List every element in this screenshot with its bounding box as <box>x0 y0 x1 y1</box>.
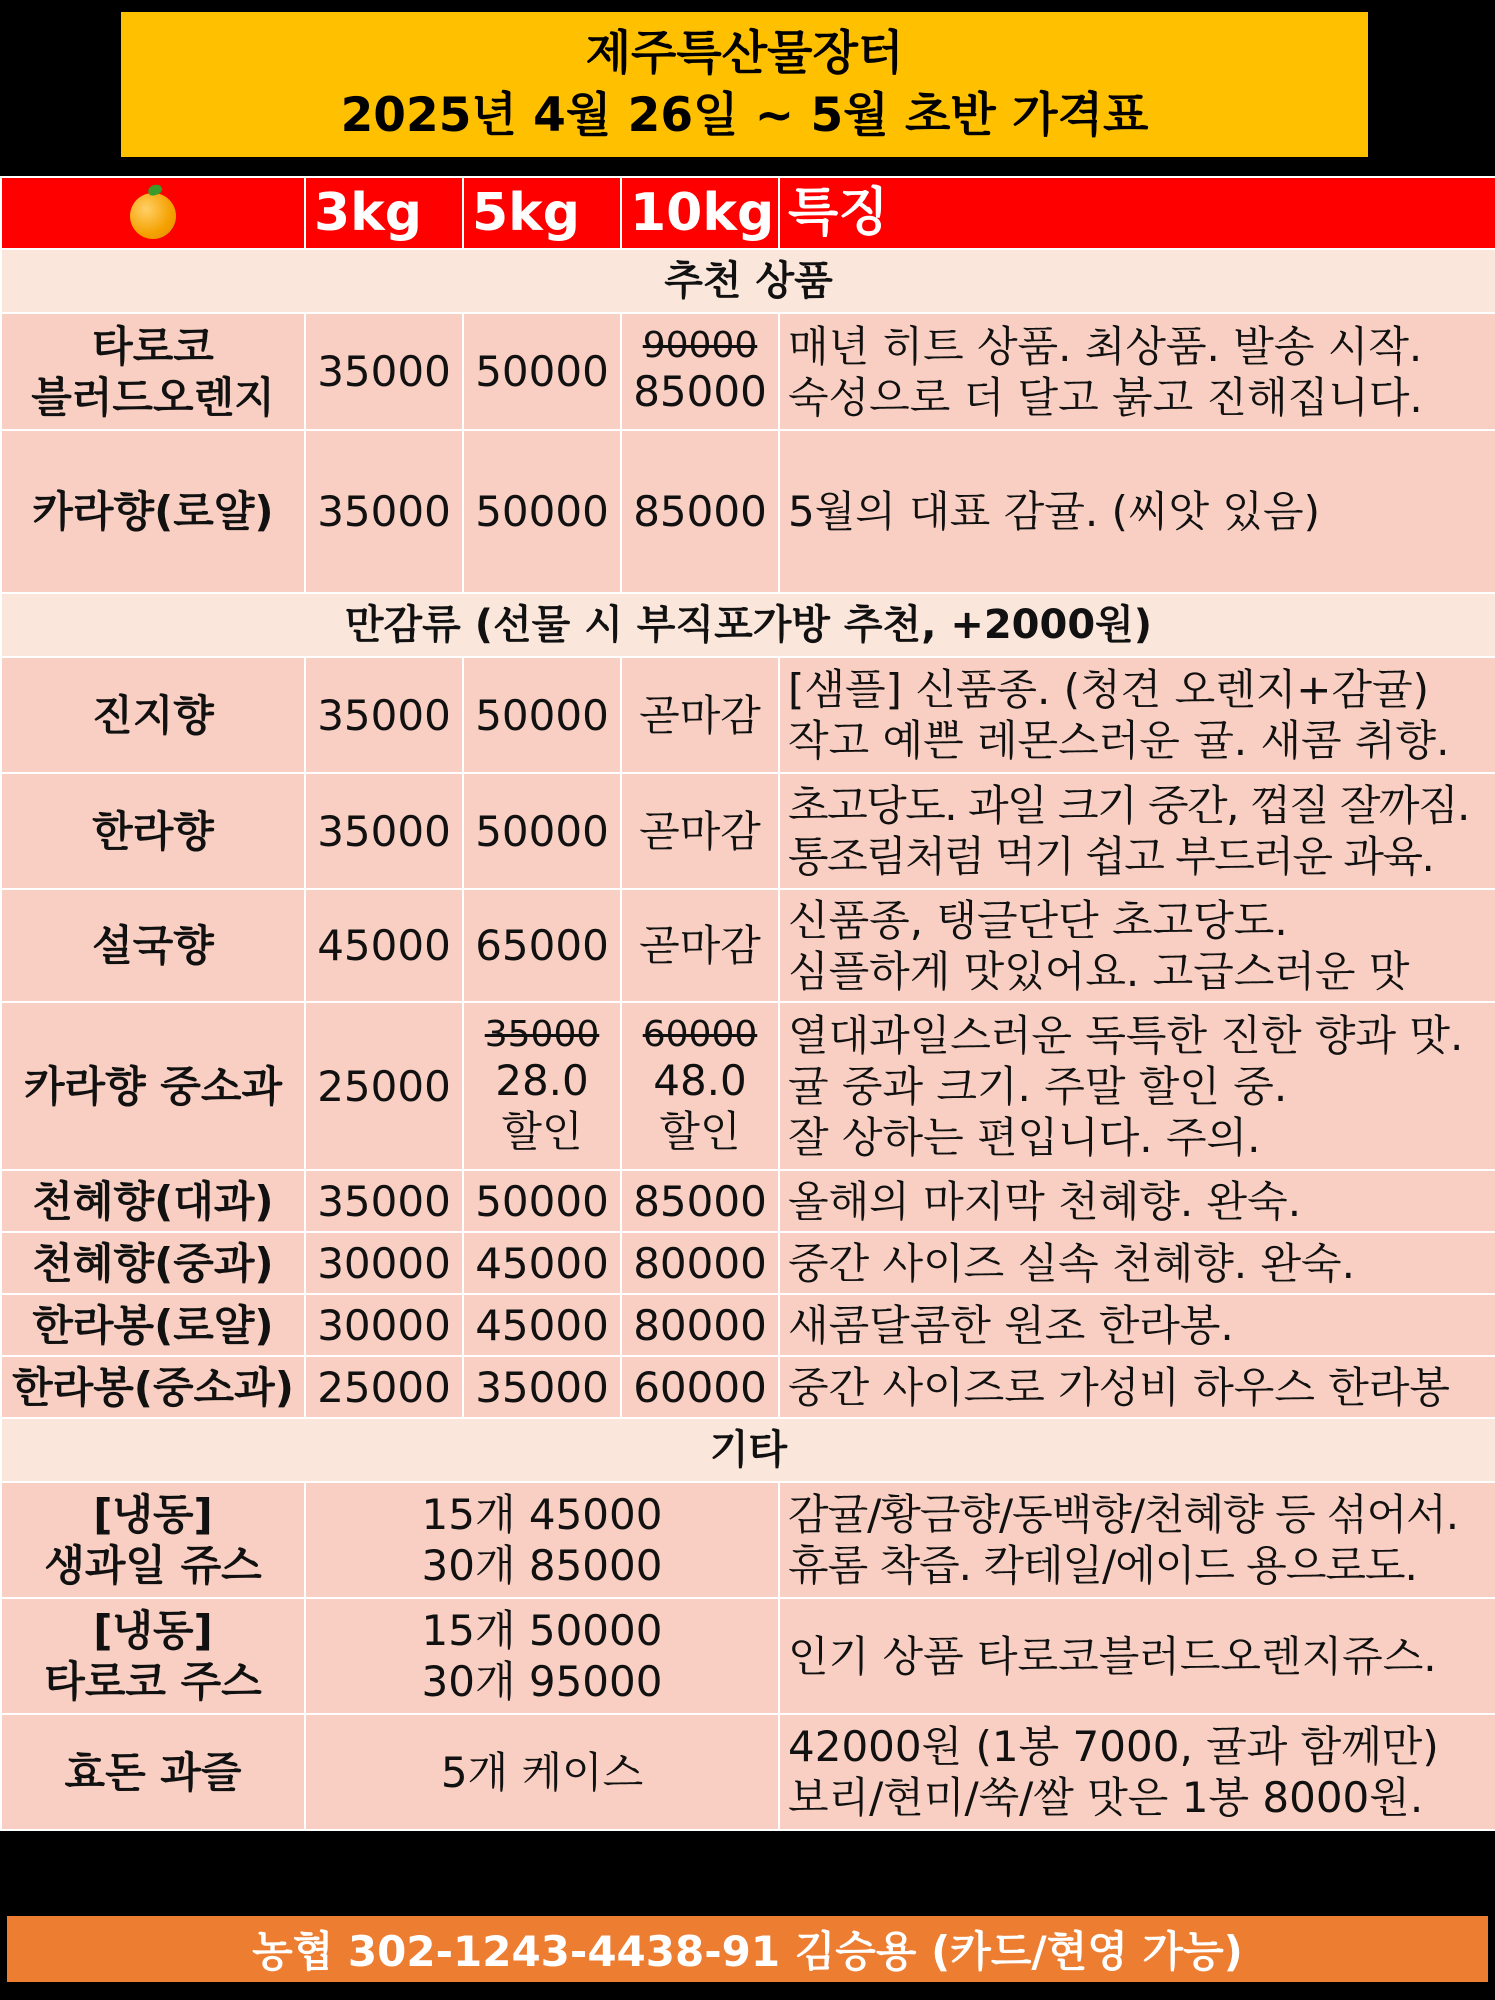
table-row <box>1 657 1495 773</box>
item-desc-2: 귤 중과 크기. 주말 할인 중. <box>788 1061 1288 1111</box>
price-3kg: 35000 <box>305 657 463 773</box>
title-line-1: 제주특산물장터 <box>585 25 904 81</box>
item-desc: 새콤달콤한 원조 한라봉. <box>779 1294 1495 1356</box>
bank-account-footer: 농협 302-1243-4438-91 김승용 (카드/현영 가능) <box>7 1916 1488 1982</box>
item-desc: 매년 히트 상품. 최상품. 발송 시작. <box>788 321 1423 371</box>
item-name: 효돈 과즐 <box>1 1714 305 1830</box>
item-name-2: 블러드오렌지 <box>31 372 275 422</box>
orange-icon <box>130 193 176 239</box>
table-row <box>1 1598 1495 1714</box>
table-row <box>1 889 1495 1002</box>
item-name: [냉동] <box>93 1606 213 1655</box>
item-desc: 인기 상품 타로코블러드오렌지쥬스. <box>779 1598 1495 1714</box>
page-title <box>121 12 1368 157</box>
table-row <box>1 1170 1495 1232</box>
price-10kg: 80000 <box>621 1232 779 1294</box>
item-desc-2: 보리/현미/쑥/쌀 맛은 1봉 8000원. <box>788 1773 1424 1822</box>
old-price-5kg: 35000 <box>484 1014 600 1055</box>
item-desc-2: 통조림처럼 먹기 쉽고 부드러운 과육. <box>788 832 1434 881</box>
price-5kg: 45000 <box>463 1232 621 1294</box>
price-5kg: 35000 <box>463 1356 621 1418</box>
discount-label: 할인 <box>501 1107 583 1156</box>
table-row <box>1 1482 1495 1598</box>
table-row <box>1 773 1495 889</box>
item-desc: 초고당도. 과일 크기 중간, 껍질 잘까짐. <box>788 781 1469 830</box>
item-name: 한라봉(중소과) <box>1 1356 305 1418</box>
price-3kg: 25000 <box>305 1356 463 1418</box>
table-row <box>1 430 1495 593</box>
item-name: [냉동] <box>93 1490 213 1539</box>
price-3kg: 25000 <box>305 1002 463 1170</box>
item-price-2: 30개 85000 <box>421 1541 663 1590</box>
item-name: 카라향(로얄) <box>1 430 305 593</box>
item-name: 카라향 중소과 <box>1 1002 305 1170</box>
item-desc: 올해의 마지막 천혜향. 완숙. <box>779 1170 1495 1232</box>
price-5kg: 50000 <box>463 430 621 593</box>
item-price-2: 30개 95000 <box>421 1657 663 1706</box>
price-5kg: 28.0 <box>495 1056 589 1105</box>
table-row <box>1 1356 1495 1418</box>
price-5kg: 50000 <box>463 773 621 889</box>
price-3kg: 30000 <box>305 1294 463 1356</box>
price-10kg: 80000 <box>621 1294 779 1356</box>
item-desc: 42000원 (1봉 7000, 귤과 함께만) <box>788 1722 1439 1771</box>
item-desc-2: 휴롬 착즙. 칵테일/에이드 용으로도. <box>788 1541 1417 1590</box>
price-10kg: 곧마감 <box>621 773 779 889</box>
price-3kg: 35000 <box>305 313 463 430</box>
price-3kg: 30000 <box>305 1232 463 1294</box>
item-desc-2: 작고 예쁜 레몬스러운 귤. 새콤 취향. <box>788 716 1450 765</box>
item-price: 15개 50000 <box>421 1606 663 1655</box>
header-icon-cell <box>1 177 305 249</box>
price-table <box>0 176 1495 1831</box>
old-price-10kg: 90000 <box>642 325 758 366</box>
price-10kg: 85000 <box>621 430 779 593</box>
item-desc-3: 잘 상하는 편입니다. 주의. <box>788 1112 1261 1162</box>
item-desc: 중간 사이즈 실속 천혜향. 완숙. <box>779 1232 1495 1294</box>
item-name-2: 타로코 주스 <box>44 1657 262 1706</box>
header-3kg: 3kg <box>305 177 463 249</box>
price-3kg: 35000 <box>305 773 463 889</box>
price-5kg: 50000 <box>463 657 621 773</box>
item-desc: 중간 사이즈로 가성비 하우스 한라봉 <box>779 1356 1495 1418</box>
table-header <box>1 177 1495 249</box>
old-price-10kg: 60000 <box>642 1014 758 1055</box>
header-10kg: 10kg <box>621 177 779 249</box>
item-desc-2: 심플하게 맛있어요. 고급스러운 맛 <box>788 946 1410 996</box>
item-name: 천혜향(중과) <box>1 1232 305 1294</box>
price-10kg: 48.0 <box>653 1056 747 1105</box>
item-name-2: 생과일 쥬스 <box>44 1541 262 1590</box>
item-name: 설국향 <box>1 889 305 1002</box>
price-5kg: 50000 <box>463 1170 621 1232</box>
price-10kg: 85000 <box>633 367 767 416</box>
title-line-2: 2025년 4월 26일 ~ 5월 초반 가격표 <box>340 87 1149 143</box>
item-price: 15개 45000 <box>421 1490 663 1539</box>
price-5kg: 50000 <box>463 313 621 430</box>
price-10kg: 60000 <box>621 1356 779 1418</box>
discount-label: 할인 <box>659 1107 741 1156</box>
price-10kg: 85000 <box>621 1170 779 1232</box>
price-10kg: 곧마감 <box>621 889 779 1002</box>
item-desc: 감귤/황금향/동백향/천혜향 등 섞어서. <box>788 1490 1459 1539</box>
section-others: 기타 <box>1 1418 1495 1482</box>
item-name: 천혜향(대과) <box>1 1170 305 1232</box>
price-3kg: 45000 <box>305 889 463 1002</box>
price-5kg: 45000 <box>463 1294 621 1356</box>
price-5kg: 65000 <box>463 889 621 1002</box>
price-3kg: 35000 <box>305 430 463 593</box>
table-row <box>1 1294 1495 1356</box>
table-row <box>1 1002 1495 1170</box>
item-name: 타로코 <box>92 321 214 371</box>
table-row <box>1 313 1495 430</box>
item-desc-2: 숙성으로 더 달고 붉고 진해집니다. <box>788 372 1423 422</box>
header-5kg: 5kg <box>463 177 621 249</box>
item-name: 한라봉(로얄) <box>1 1294 305 1356</box>
table-row <box>1 1232 1495 1294</box>
item-desc: 신품종, 탱글단단 초고당도. <box>788 895 1288 945</box>
header-features: 특징 <box>779 177 1495 249</box>
price-10kg: 곧마감 <box>621 657 779 773</box>
section-recommended: 추천 상품 <box>1 249 1495 313</box>
item-desc: 열대과일스러운 독특한 진한 향과 맛. <box>788 1010 1464 1060</box>
item-price: 5개 케이스 <box>305 1714 779 1830</box>
price-3kg: 35000 <box>305 1170 463 1232</box>
item-desc: [샘플] 신품종. (청견 오렌지+감귤) <box>788 665 1430 714</box>
item-name: 진지향 <box>1 657 305 773</box>
item-name: 한라향 <box>1 773 305 889</box>
item-desc: 5월의 대표 감귤. (씨앗 있음) <box>779 430 1495 593</box>
table-row <box>1 1714 1495 1830</box>
section-mandarins: 만감류 (선물 시 부직포가방 추천, +2000원) <box>1 593 1495 657</box>
